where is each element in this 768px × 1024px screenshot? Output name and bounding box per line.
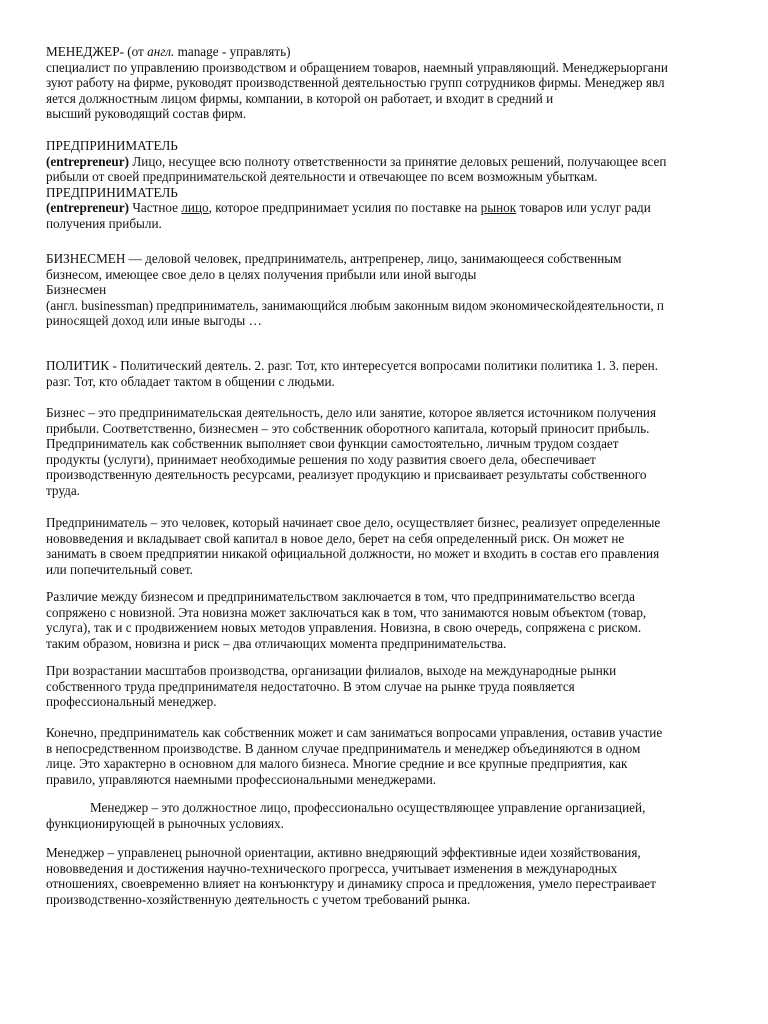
text-line: нововведения и достижения научно-технического прогресса, учитывает изменения в международных [46,860,618,876]
text-line: Различие между бизнесом и предпринимательством заключается в том, что предпринимательство всегда [46,589,635,604]
text-line: производственно-хозяйственную деятельность с учетом требований рынка. [46,891,471,907]
text-line: разг. Тот, кто обладает тактом в общении с людьми. [46,373,335,389]
text-line: ПОЛИТИК - Политический деятель. 2. разг. Тот, кто интересуется вопросами политики политика 1. 3. перен. [46,358,659,373]
text-line: Предприниматель как собственник выполняет свои функции самостоятельно, личным трудом создает [46,436,619,452]
text-line: БИЗНЕСМЕН — деловой человек, предприниматель, антрепренер, лицо, занимающееся собственным [46,251,622,266]
paragraph-difference [46,589,736,651]
text-line: (англ. businessman) предприниматель, занимающийся любым законным видом экономическойдеятельности, п [46,297,664,313]
term-businessman: Бизнесмен [46,282,107,298]
text-line: нововведения и вкладывает свой капитал в новое дело, берет на себя определенный риск. Он может не [46,530,625,546]
paragraph-scale [46,663,736,710]
text-line: профессиональный менеджер. [46,694,217,710]
text-line: высший руководящий состав фирм. [46,106,247,122]
text-line: отношениях, своевременно влияет на конъюнктуру и динамику спроса и предложения, умело перестраивает [46,876,656,892]
text-line: функционирующей в рыночных условиях. [46,815,284,831]
text-line: (entrepreneur) Частное лицо, которое предпринимает усилия по поставке на рынок товаров или услуг ради [46,200,651,216]
paragraph-entrepreneur [46,515,736,577]
text-line: При возрастании масштабов производства, организации филиалов, выходе на международные рынки [46,663,617,678]
term-entrepreneur: ПРЕДПРИНИМАТЕЛЬ [46,138,178,153]
entrepreneur-label: (entrepreneur) [46,200,130,216]
text-line: (entrepreneur) Лицо, несущее всю полноту ответственности за принятие деловых решений, получающее всеп [46,153,667,169]
text-line: труда. [46,482,80,498]
paragraph-manager-official [46,800,736,831]
text-line: Предприниматель – это человек, который начинает свое дело, осуществляет бизнес, реализует определенные [46,515,661,530]
text-line: услуга), так и с продвижением новых методов управления. Новизна, в свою очередь, сопряжена с риском. [46,620,642,636]
term-entrepreneur: ПРЕДПРИНИМАТЕЛЬ [46,184,178,200]
definition-entrepreneur [46,138,736,232]
entrepreneur-label: (entrepreneur) [46,153,130,169]
definition-businessman [46,251,736,329]
link-litso[interactable]: лицо [181,200,209,216]
text-line: Конечно, предприниматель как собственник может и сам заниматься вопросами управления, оставив участие [46,725,663,740]
text-line: риносящей доход или иные выгоды … [46,313,262,329]
text-line: правило, управляются наемными профессиональными менеджерами. [46,771,437,787]
text-line: сопряжено с новизной. Эта новизна может заключаться как в том, что занимаются новым объектом (товар, [46,604,647,620]
text-line: прибыли. Соответственно, бизнесмен – это собственник оборотного капитала, который приносит прибыль. [46,420,650,436]
text-line: собственного труда предпринимателя недостаточно. В этом случае на рынке труда появляется [46,678,575,694]
definition-politician [46,358,736,389]
text-line: Бизнес – это предпринимательская деятельность, дело или занятие, которое является источником получения [46,405,657,420]
term-manager: МЕНЕДЖЕР [46,44,120,59]
definition-heading: МЕНЕДЖЕР- (от англ. manage - управлять) [46,44,291,59]
text-line: зуют работу на фирме, руководят производственной деятельностью групп сотрудников фирмы. Менеджер явл [46,75,665,91]
paragraph-business [46,405,736,499]
text-line: или попечительный совет. [46,561,193,577]
text-line: производственную деятельность ресурсами, реализует продукцию и присваивает результаты собственного [46,467,647,483]
definition-manager [46,44,736,122]
text-line: получения прибыли. [46,215,162,231]
text-line: лице. Это характерно в основном для малого бизнеса. Многие средние и все крупные предприятия, как [46,756,628,772]
text-line: бизнесом, имеющее свое дело в целях получения прибыли или иной выгоды [46,266,477,282]
text-line: продукты (услуги), принимает необходимые решения по ходу развития своего дела, обеспечивает [46,451,596,467]
text-line: яется должностным лицом фирмы, компании, в которой он работает, и входит в средний и [46,90,554,106]
link-rynok[interactable]: рынок [480,200,517,216]
text-line: специалист по управлению производством и обращением товаров, наемный управляющий. Менеджерыоргани [46,59,668,75]
text-line: занимать в своем предприятии никакой официальной должности, но может и входить в состав его правления [46,546,660,562]
paragraph-manager-market [46,845,736,907]
text-line: в непосредственном производстве. В данном случае предприниматель и менеджер объединяются в одном [46,740,641,756]
text-line: Менеджер – это должностное лицо, профессионально осуществляющее управление организацией, [90,800,646,815]
text-line: Менеджер – управленец рыночной ориентации, активно внедряющий эффективные идеи хозяйствования, [46,845,641,860]
text-line: рибыли от своей предпринимательской деятельности и отвечающее по всем возможным убыткам. [46,169,598,185]
text-line: таким образом, новизна и риск – два отличающих момента предпринимательства. [46,635,507,651]
paragraph-combined-roles [46,725,736,787]
